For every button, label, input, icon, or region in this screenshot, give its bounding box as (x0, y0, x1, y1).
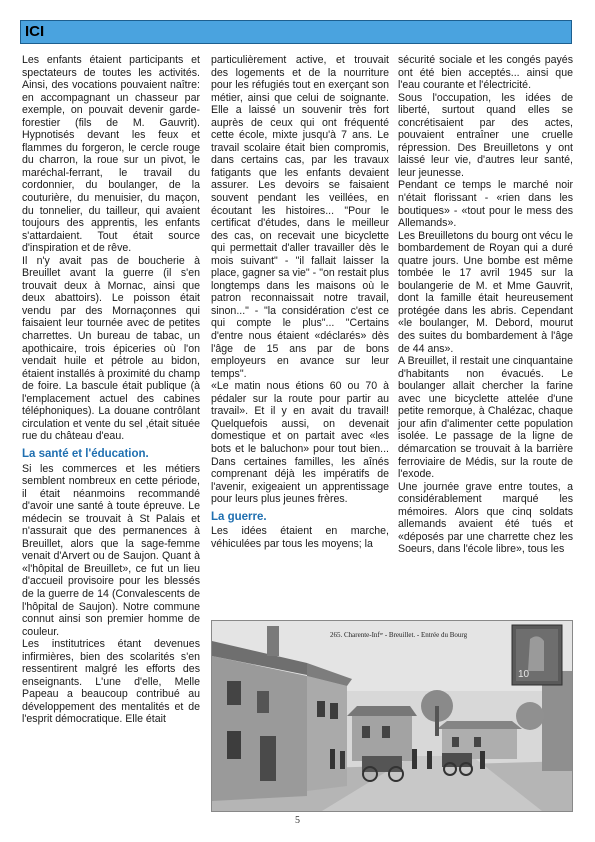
section-header-title: ICI (25, 23, 45, 40)
section-heading-war: La guerre. (211, 510, 267, 523)
paragraph: Il n'y avait pas de boucherie à Breuillet avant la guerre (il s'en trouvait deux à Mornac, ainsi que deux abattoirs). Le poisson était vendu par des Mornaçonnes qui faisaient leur tournée avec de petites charrettes. Un bureau de tabac, un apothicaire, trois épiceries où l'on vendait huile et pétrole au bidon, étaient installés à proximité du champ de foire. La bascule était publique (à l'emplacement actuel des cabines téléphoniques). La douane contrôlant circulation et vente du sel ,était située rue du château d'eau. (22, 254, 200, 443)
paragraph: particulièrement active, et trouvait des logements et de la nourriture pour les réfugiés tout en exerçant son métier, ainsi que celui de soignante. Elle a laissé un souvenir très fort auprès de ceux qui ont fréquenté cette école, mixte jusqu'à 7 ans. Le travail scolaire était bien compromis, dans certains cas, par les travaux fatigants que les enfants devaient assurer. Les devoirs se faisaient souvent pendant les veillées, en écoutant les histoires... "Pour le certificat d'études, dans le meilleur des cas, on recevait une bicyclette qui permettait d'aller travailler dès le mois suivant" - "il fallait laisser la place, gagner sa vie" - "on restait plus longtemps dans les maisons où le patron reconnaissait notre travail, sinon..." - "la considération c'est ce qui compte le plus"... "Certains d'entre nous étaient «déclarés» dès l'âge de 15 ans par de bons employeurs en avance sur leur temps". (211, 54, 389, 380)
text-column-2 (211, 54, 389, 550)
paragraph: Sous l'occupation, les idées de liberté, surtout quand elles se concrétisaient par des actes, pouvaient entraîner une cruelle répression. Des Breuilletons y ont laissé leur vie, d'autres leur santé, leur jeunesse. (398, 91, 573, 179)
paragraph: Si les commerces et les métiers semblent nombreux en cette période, il était néanmoins recommandé d'avoir une santé à toute épreuve. Le médecin se trouvait à St Palais et n'assurait que des permanences à Breuillet, alors que la sage-femme venait d'Arvert ou de Saujon. Quant à «l'hôpital de Breuillet», ce fut un lieu d'accueil provisoire pour les blessés de la guerre de 14 (Convalescents de l'hôpital de Saujon). Notre commune connut ainsi son premier homme de couleur. (22, 462, 200, 638)
text-column-3 (398, 54, 573, 556)
postcard-caption: 265. Charente-Infʳᵉ - Breuillet. - Entrée du Bourg (330, 631, 468, 639)
postcard-image (212, 621, 572, 811)
paragraph: Les Breuilletons du bourg ont vécu le bombardement de Royan qui a duré quatre jours. Une bombe est même tombée le 17 avril 1945 sur la boulangerie de M. et Mme Gauvrit, dont la famille était heureusement protégée dans les abris. Cependant «le boulanger, M. Debord, mourut des suites du bombardement à l'âge de 44 ans». (398, 229, 573, 355)
header-bar (20, 20, 572, 44)
stamp-value: 10 (518, 669, 530, 680)
paragraph: Pendant ce temps le marché noir n'était florissant - «rien dans les boutiques» - «tout pour le mess des Allemands». (398, 179, 573, 230)
paragraph: sécurité sociale et les congés payés ont été bien acceptés... ainsi que l'eau courante et l'électricité. (398, 54, 573, 92)
paragraph: A Breuillet, il restait une cinquantaine d'habitants non évacués. Le boulanger allait chercher la farine avec une bicyclette attelée d'une petite remorque, à Chalézac, chaque jour afin d'alimenter cette population isolée. Le passage de la ligne de démarcation se trouvait à la barrière ferroviaire de Médis, sur la route de l'exode. (398, 355, 573, 481)
page-number: 5 (295, 815, 300, 826)
postcard-photo (211, 620, 573, 812)
section-heading-health-education: La santé et l'éducation. (22, 447, 149, 460)
paragraph: «Le matin nous étions 60 ou 70 à pédaler sur la route pour partir au travail». Et il y en avait du travail! Quelquefois aussi, on devenait domestique et on partait avec «les bots et le baluchon» pour tout bien... Dans certaines familles, les aînés comprenant déjà les impératifs de l'avenir, exigeaient un apprentissage pour leurs plus jeunes frères. (211, 380, 389, 506)
paragraph: Une journée grave entre toutes, a considérablement marqué les mémoires. Alors que cinq soldats allemands avaient été tués et «déposés par une charrette chez les Soeurs, dans l'école libre», tous les (398, 480, 573, 556)
paragraph: Les institutrices étant devenues infirmières, bien des scolarités s'en ressentirent malgré les efforts des enseignants. L'une d'elle, Melle Papeau a beaucoup contribué au développement des mentalités et de l'esprit démocratique. Elle était (22, 638, 200, 726)
paragraph: Les idées étaient en marche, véhiculées par tous les moyens; la (211, 525, 389, 550)
paragraph: Les enfants étaient participants et spectateurs de toutes les activités. Ainsi, des vocations pouvaient naître: en accompagnant un chasseur par exemple, on pouvait devenir garde-forestier (fils de M. Gauvrit). Hypnotisés devant les feux et flammes du forgeron, le cercle rouge du charron, la roue sur un pivot, le maréchal-ferrant, le travail du cordonnier, du boulanger, de la couturière, du menuisier, du maçon, du tonnelier, du tailleur, qui avaient toujours des apprentis, les enfants s'attardaient. Tout était source d'inspiration et de rêve. (22, 54, 200, 255)
text-column-1 (22, 54, 200, 726)
